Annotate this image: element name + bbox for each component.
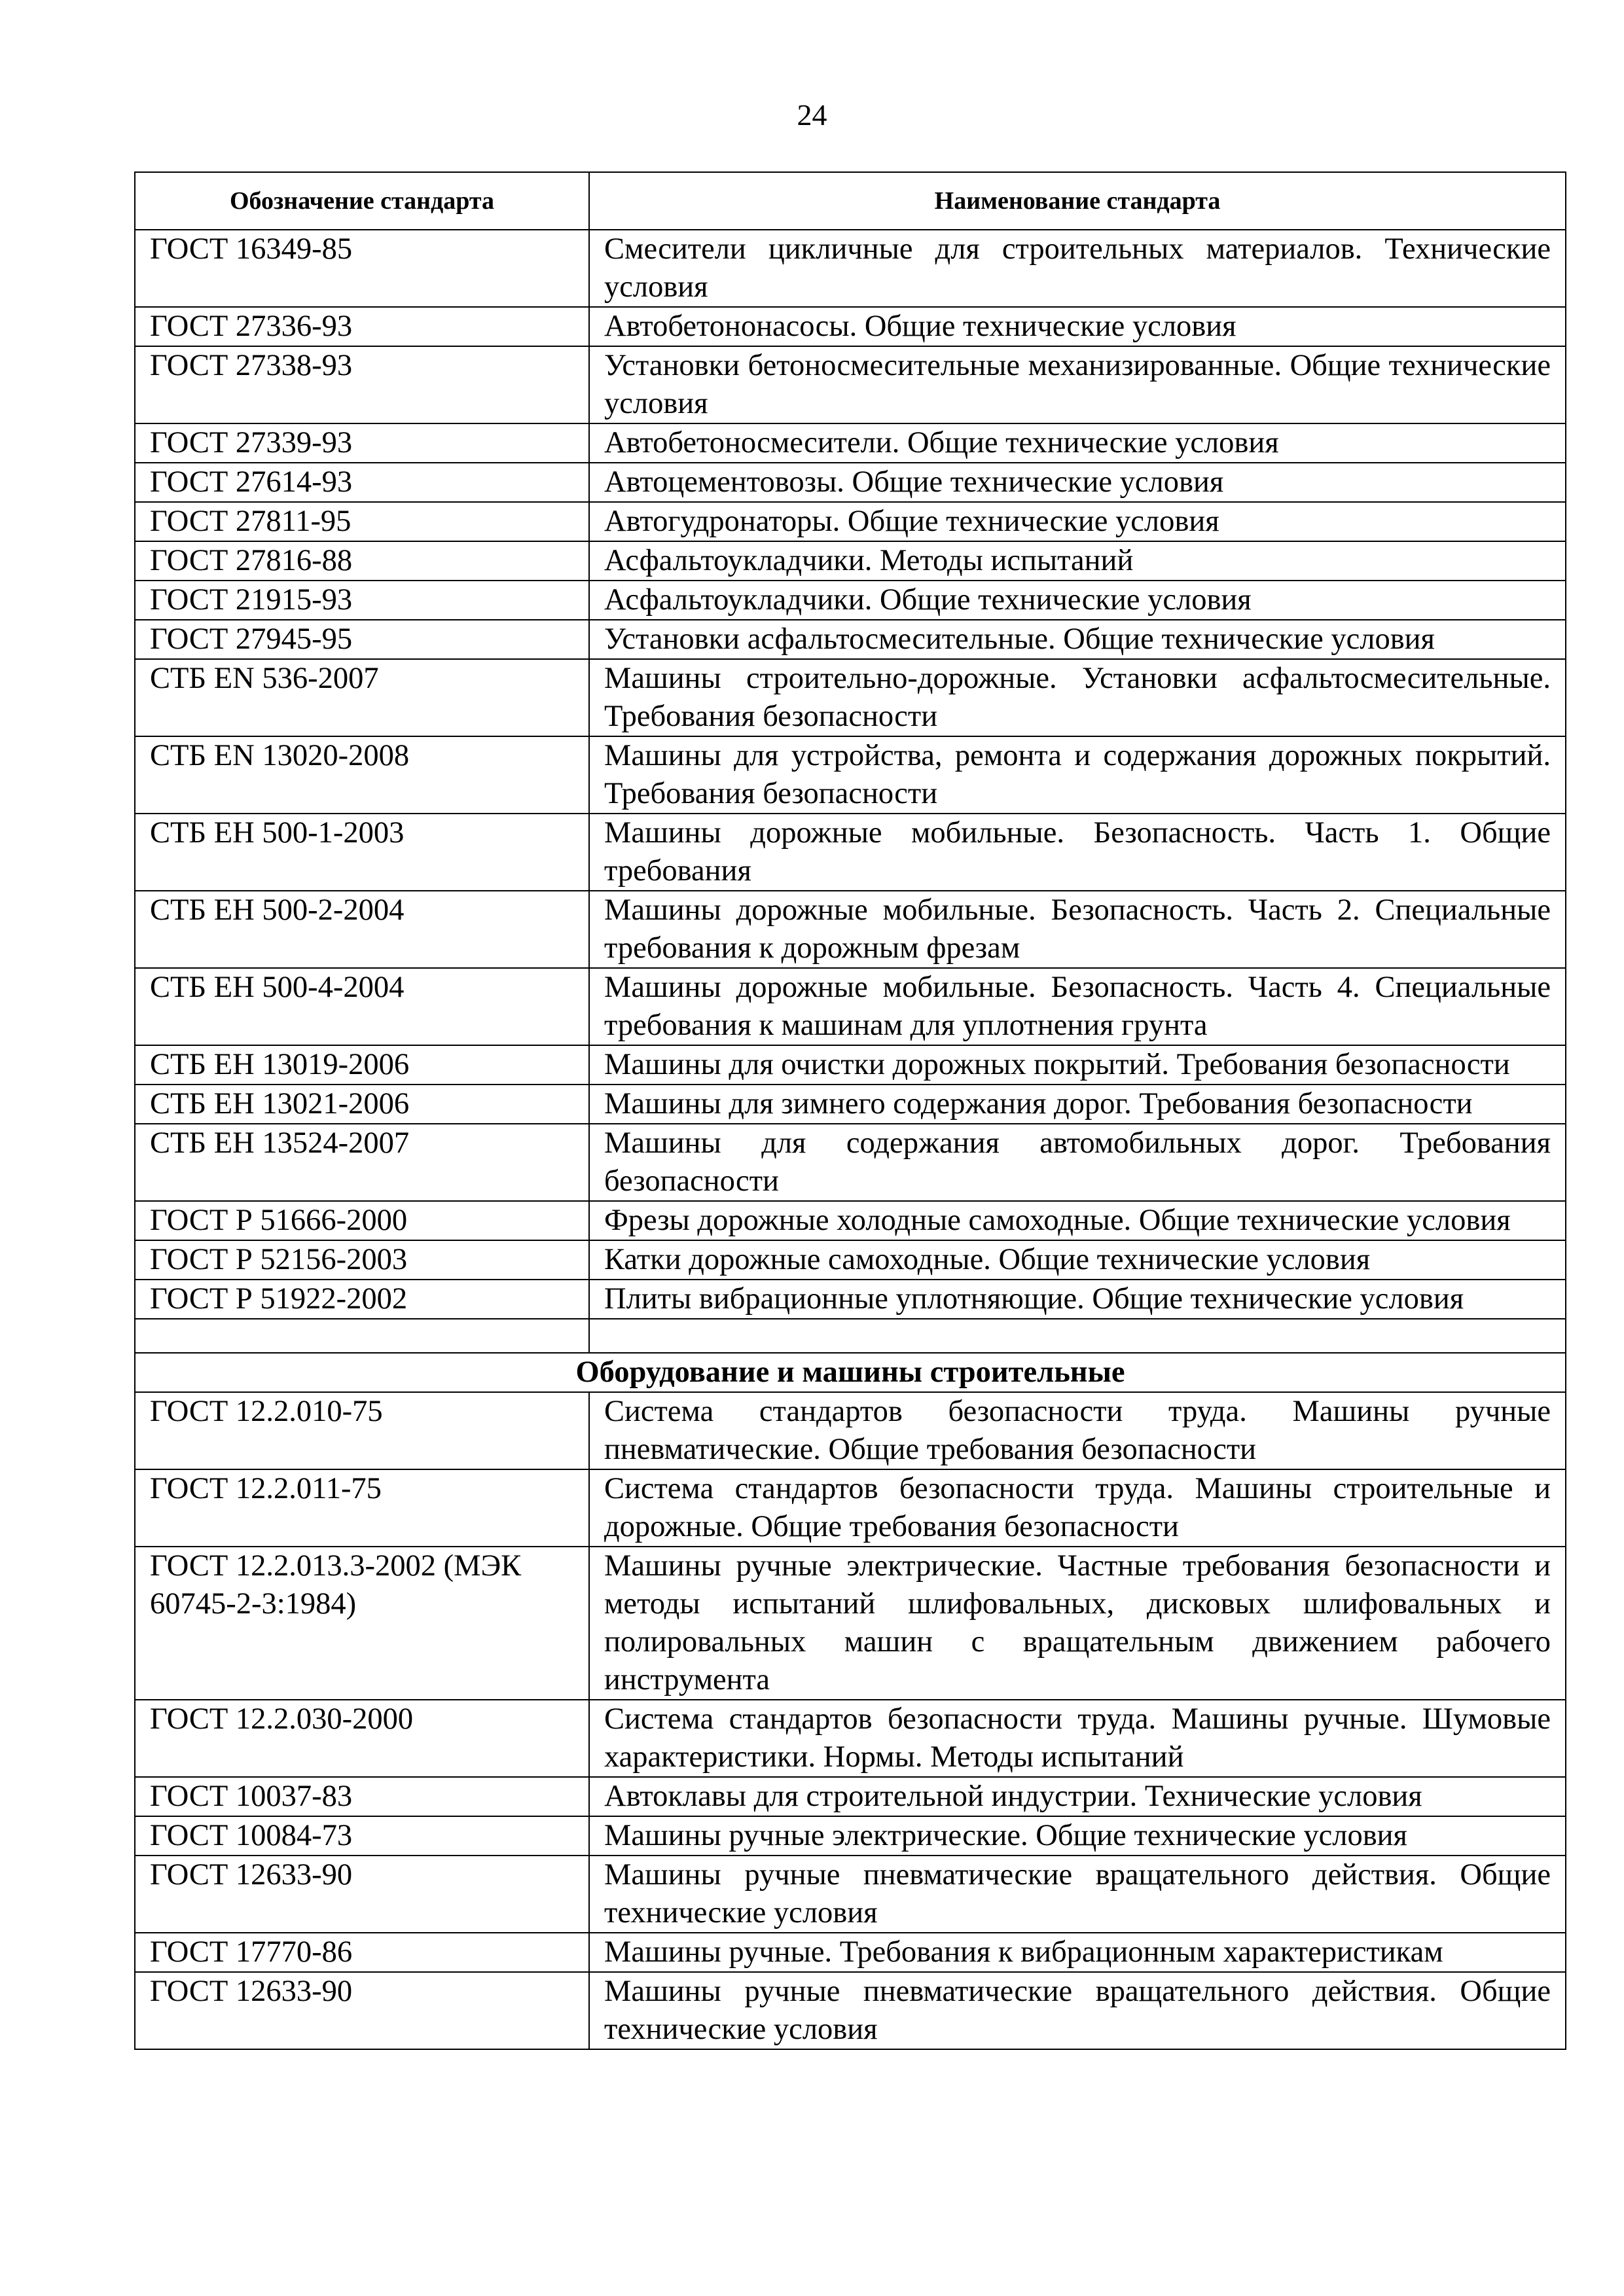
standard-code: ГОСТ 21915-93 [135,581,589,620]
table-row [135,346,1566,423]
standard-name: Машины дорожные мобильные. Безопасность. Часть 2. Специальные требования к дорожным фрезам [589,891,1566,968]
standard-name: Машины для зимнего содержания дорог. Требования безопасности [589,1085,1566,1124]
standard-code: ГОСТ 27336-93 [135,307,589,346]
standard-code: СТБ EN 536-2007 [135,659,589,736]
standard-name: Автобетононасосы. Общие технические условия [589,307,1566,346]
standard-name: Автобетоносмесители. Общие технические условия [589,423,1566,463]
standard-code: ГОСТ Р 52156-2003 [135,1240,589,1280]
standard-code: ГОСТ 12.2.011-75 [135,1469,589,1547]
standard-code: ГОСТ 27338-93 [135,346,589,423]
standard-code: ГОСТ 12.2.013.3-2002 (МЭК 60745-2-3:1984) [135,1547,589,1700]
table-row [135,463,1566,502]
table-header-row [135,172,1566,230]
table-row [135,230,1566,307]
standard-name: Автоцементовозы. Общие технические условия [589,463,1566,502]
standard-code: СТБ ЕН 500-4-2004 [135,968,589,1045]
table-row [135,620,1566,659]
standard-name: Смесители цикличные для строительных материалов. Технические условия [589,230,1566,307]
section-row [135,1353,1566,1392]
standard-name: Машины для содержания автомобильных дорог. Требования безопасности [589,1124,1566,1201]
standard-name: Машины дорожные мобильные. Безопасность. Часть 1. Общие требования [589,814,1566,891]
standard-name: Асфальтоукладчики. Общие технические условия [589,581,1566,620]
standard-code: ГОСТ 27811-95 [135,502,589,541]
standard-code: ГОСТ 12.2.030-2000 [135,1700,589,1777]
standard-code: ГОСТ 27614-93 [135,463,589,502]
table-row [135,1777,1566,1816]
table-row [135,1280,1566,1319]
standard-name: Машины ручные. Требования к вибрационным характеристикам [589,1933,1566,1972]
table-row [135,1700,1566,1777]
table-row [135,1240,1566,1280]
standard-code: СТБ ЕН 13021-2006 [135,1085,589,1124]
standard-name: Катки дорожные самоходные. Общие технические условия [589,1240,1566,1280]
standard-code: СТБ ЕН 13019-2006 [135,1045,589,1085]
standard-name: Машины ручные электрические. Частные требования безопасности и методы испытаний шлифовальных, дисковых шлифовальных и полировальных машин с вращательным движением рабочего инструмента [589,1547,1566,1700]
standard-code: СТБ ЕН 500-2-2004 [135,891,589,968]
table-row [135,814,1566,891]
standard-name: Машины для устройства, ремонта и содержания дорожных покрытий. Требования безопасности [589,736,1566,814]
standard-name: Установки бетоносмесительные механизированные. Общие технические условия [589,346,1566,423]
table-row [135,1933,1566,1972]
standard-name: Фрезы дорожные холодные самоходные. Общие технические условия [589,1201,1566,1240]
standard-code: ГОСТ Р 51922-2002 [135,1280,589,1319]
table-body-part1 [135,230,1566,1319]
table-row [135,1469,1566,1547]
standard-name: Машины дорожные мобильные. Безопасность. Часть 4. Специальные требования к машинам для уплотнения грунта [589,968,1566,1045]
table-row [135,502,1566,541]
standard-name: Система стандартов безопасности труда. Машины строительные и дорожные. Общие требования безопасности [589,1469,1566,1547]
standard-code: ГОСТ Р 51666-2000 [135,1201,589,1240]
table-row [135,307,1566,346]
standard-name: Система стандартов безопасности труда. Машины ручные. Шумовые характеристики. Нормы. Методы испытаний [589,1700,1566,1777]
standard-code: СТБ ЕН 500-1-2003 [135,814,589,891]
table-row [135,1085,1566,1124]
table-row [135,1856,1566,1933]
table-row [135,541,1566,581]
table-row [135,736,1566,814]
standard-code: СТБ EN 13020-2008 [135,736,589,814]
standard-code: СТБ ЕН 13524-2007 [135,1124,589,1201]
standards-table [134,171,1566,2050]
standard-code: ГОСТ 12633-90 [135,1856,589,1933]
standard-code: ГОСТ 27816-88 [135,541,589,581]
standard-name: Автогудронаторы. Общие технические условия [589,502,1566,541]
column-header-designation: Обозначение стандарта [135,172,589,230]
standard-name: Система стандартов безопасности труда. Машины ручные пневматические. Общие требования безопасности [589,1392,1566,1469]
standard-name: Асфальтоукладчики. Методы испытаний [589,541,1566,581]
spacer-row [135,1319,1566,1353]
table-row [135,1124,1566,1201]
standard-name: Автоклавы для строительной индустрии. Технические условия [589,1777,1566,1816]
standard-code: ГОСТ 16349-85 [135,230,589,307]
standard-name: Установки асфальтосмесительные. Общие технические условия [589,620,1566,659]
standard-name: Машины для очистки дорожных покрытий. Требования безопасности [589,1045,1566,1085]
table-row [135,1045,1566,1085]
table-row [135,968,1566,1045]
standard-name: Машины ручные электрические. Общие технические условия [589,1816,1566,1856]
standard-code: ГОСТ 27339-93 [135,423,589,463]
table-row [135,1201,1566,1240]
table-row [135,891,1566,968]
table-body-part2 [135,1392,1566,2049]
standard-code: ГОСТ 17770-86 [135,1933,589,1972]
table-row [135,1392,1566,1469]
section-title: Оборудование и машины строительные [135,1353,1566,1392]
standard-name: Машины ручные пневматические вращательного действия. Общие технические условия [589,1972,1566,2049]
standard-name: Плиты вибрационные уплотняющие. Общие технические условия [589,1280,1566,1319]
standard-code: ГОСТ 12.2.010-75 [135,1392,589,1469]
standard-code: ГОСТ 10084-73 [135,1816,589,1856]
table-row [135,1816,1566,1856]
table-row [135,659,1566,736]
table-row [135,1972,1566,2049]
standard-code: ГОСТ 12633-90 [135,1972,589,2049]
standard-code: ГОСТ 10037-83 [135,1777,589,1816]
page-number: 24 [797,98,827,132]
table-row [135,423,1566,463]
standard-name: Машины ручные пневматические вращательного действия. Общие технические условия [589,1856,1566,1933]
standard-name: Машины строительно-дорожные. Установки асфальтосмесительные. Требования безопасности [589,659,1566,736]
column-header-name: Наименование стандарта [589,172,1566,230]
standard-code: ГОСТ 27945-95 [135,620,589,659]
table-row [135,1547,1566,1700]
table-row [135,581,1566,620]
